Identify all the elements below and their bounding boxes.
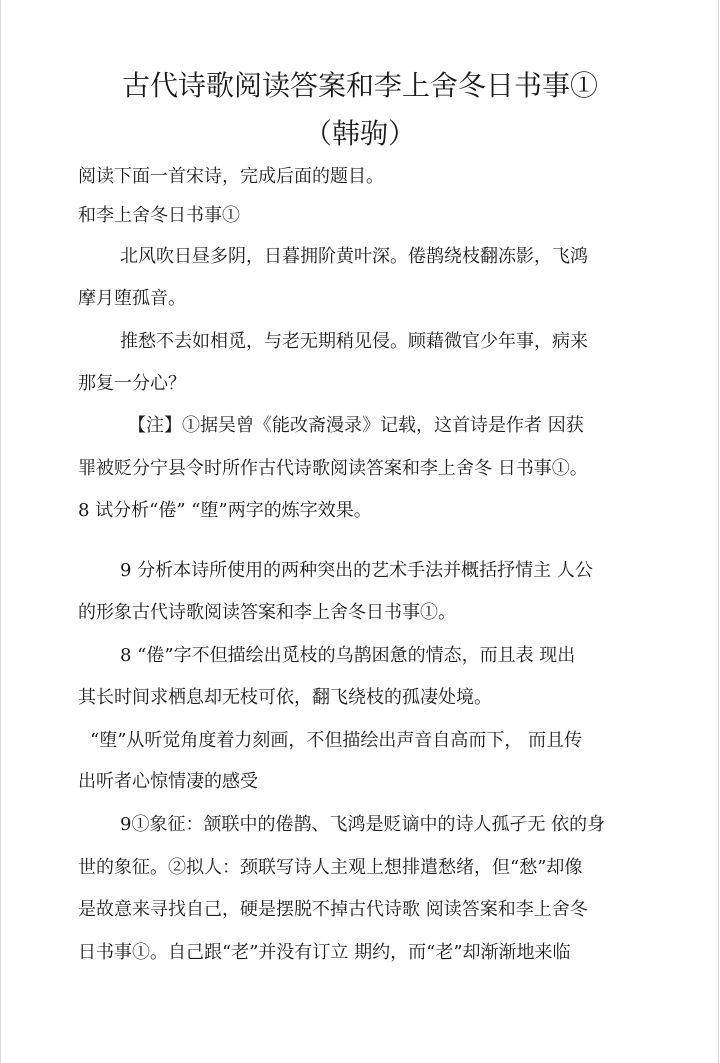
document-title: 古代诗歌阅读答案和李上舍冬日书事① — [121, 69, 598, 102]
poem-line: 摩月堕孤音。 — [78, 288, 186, 309]
instruction-line: 阅读下面一首宋诗，完成后面的题目。 — [78, 166, 384, 187]
question-9: 9 分析本诗所使用的两种突出的艺术手法并概括抒情主 人公 — [120, 560, 593, 581]
document-author: （韩驹） — [303, 117, 416, 150]
question-9: 的形象古代诗歌阅读答案和李上舍冬日书事①。 — [78, 602, 456, 623]
answer-8: “堕”从听觉角度着力刻画，不但描绘出声音自高而下， 而且传 — [90, 730, 583, 751]
note-line: 【注】①据吴曾《能改斋漫录》记载，这首诗是作者 因获 — [128, 415, 584, 436]
note-line: 罪被贬分宁县令时所作古代诗歌阅读答案和李上舍冬 日书事①。 — [78, 458, 588, 479]
answer-8: 其长时间求栖息却无枝可依，翻飞绕枝的孤凄处境。 — [78, 687, 492, 708]
poem-line: 推愁不去如相觅，与老无期稍见侵。顾藉微官少年事，病来 — [120, 331, 588, 352]
answer-9: 日书事①。自己跟“老”并没有订立 期约，而“老”却渐渐地来临 — [78, 942, 571, 963]
answer-9: 9①象征：颔联中的倦鹊、飞鸿是贬谪中的诗人孤孑无 依的身 — [120, 814, 606, 835]
poem-line: 那复一分心？ — [78, 373, 186, 394]
answer-9: 是故意来寻找自己，硬是摆脱不掉古代诗歌 阅读答案和李上舍冬 — [78, 899, 588, 920]
answer-8: 出听者心惊情凄的感受 — [78, 771, 258, 792]
poem-line: 北风吹日昼多阴，日暮拥阶黄叶深。倦鹊绕枝翻冻影，飞鸿 — [120, 246, 588, 267]
answer-8: 8 “倦”字不但描绘出觅枝的乌鹊困惫的情态，而且表 现出 — [120, 645, 576, 666]
answer-9: 世的象征。②拟人：颈联写诗人主观上想排遣愁绪，但“愁”却像 — [78, 857, 583, 878]
question-8: 8 试分析“倦” “堕”两字的炼字效果。 — [78, 500, 372, 521]
poem-title: 和李上舍冬日书事① — [78, 205, 240, 226]
